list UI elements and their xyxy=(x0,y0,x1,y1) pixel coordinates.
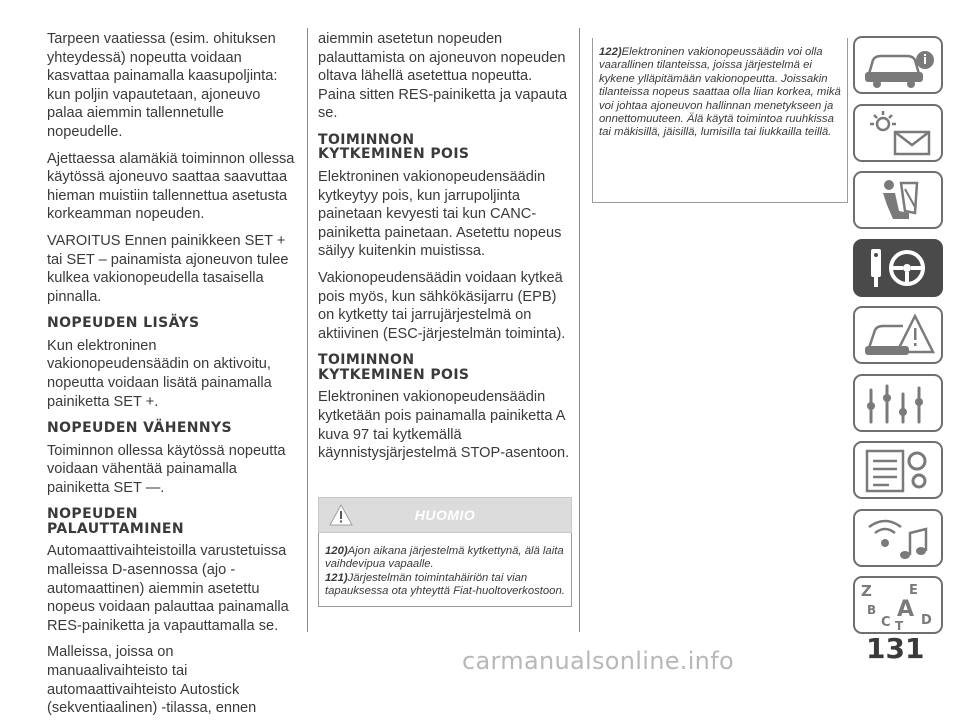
paragraph: Elektroninen vakionopeudensäädin kytketään pois painamalla painiketta A kuva 97 tai kytkemällä käynnistysjärjestelmä STOP-asentoon. xyxy=(318,389,570,462)
index-letter: Z xyxy=(861,582,872,600)
note-text: Järjestelmän toimintahäiriön tai vian tapauksessa ota yhteyttä Fiat-huoltoverkostoon. xyxy=(325,571,565,597)
paragraph: Automaattivaihteistoilla varustetuissa malleissa D-asennossa (ajo - automaattinen) aiemmin asetettu nopeus voidaan palauttaa painamalla RES-painiketta ja vapauttamalla se. xyxy=(47,543,289,634)
column-divider xyxy=(307,28,308,632)
emergency-icon xyxy=(855,308,941,362)
section-heading: NOPEUDEN PALAUTTAMINEN xyxy=(47,506,185,537)
index-letter: B xyxy=(867,603,877,617)
index-letter: T xyxy=(895,619,904,632)
multimedia-icon xyxy=(855,511,941,565)
chapter-tabs xyxy=(853,36,943,644)
index-letter: D xyxy=(921,613,932,628)
chapter-tab-warning-lights[interactable] xyxy=(853,104,943,162)
paragraph: Tarpeen vaatiessa (esim. ohituksen yhteydessä) nopeutta voidaan kasvattaa painamalla kaasupoljinta: kun poljin vapautetaan, ajoneuvo palaa aiemmin tallennetulle nopeudelle. xyxy=(47,31,278,140)
paragraph: Ajettaessa alamäkiä toiminnon ollessa käytössä ajoneuvo saattaa saavuttaa hieman muistiin tallennettua asetusta korkeamman nopeuden. xyxy=(47,150,295,223)
chapter-tab-starting-driving[interactable] xyxy=(853,239,943,297)
text-column-3 xyxy=(592,38,848,203)
warning-header xyxy=(318,497,572,533)
warning-notes-continued xyxy=(592,38,848,203)
paragraph: Malleissa, joissa on manuaalivaihteisto tai automaattivaihteisto Autostick (sekventiaalinen) -tilassa, ennen xyxy=(47,644,257,717)
note-number: 120) xyxy=(325,544,348,557)
paragraph: aiemmin asetetun nopeuden palauttamista on ajoneuvon nopeuden oltava lähellä asetettua nopeutta. Paina sitten RES-painiketta ja vapauta se. xyxy=(318,31,568,122)
safety-seat-icon xyxy=(855,173,941,227)
paragraph: Kun elektroninen vakionopeudensäädin on aktivoitu, nopeutta voidaan lisätä painamalla painiketta SET +. xyxy=(47,337,272,410)
column-divider xyxy=(579,28,580,632)
chapter-tab-specifications[interactable] xyxy=(853,441,943,499)
note-number: 122) xyxy=(599,46,622,58)
warning-notes xyxy=(318,533,572,608)
paragraph: Toiminnon ollessa käytössä nopeutta voidaan vähentää painamalla painiketta SET —. xyxy=(47,442,286,496)
section-heading: NOPEUDEN LISÄYS xyxy=(47,315,200,332)
chapter-tab-multimedia[interactable] xyxy=(853,509,943,567)
car-info-icon xyxy=(855,38,941,92)
index-letter: E xyxy=(909,583,918,598)
index-letter: A xyxy=(897,597,915,622)
watermark: carmanualsonline.info xyxy=(462,647,734,675)
note-text: Ajon aikana järjestelmä kytkettynä, älä laita vaihdevipua vapaalle. xyxy=(325,544,564,571)
text-column-2 xyxy=(318,30,572,607)
chapter-tab-car-info[interactable] xyxy=(853,36,943,94)
note-item xyxy=(325,572,565,599)
paragraph: Elektroninen vakionopeudensäädin kytkeytyy pois, kun jarrupoljinta painetaan kevyesti tai kun CANC-painiketta painetaan. Asetettu nopeus säilyy kuitenkin muistissa. xyxy=(318,168,562,260)
note-text: Elektroninen vakionopeussäädin voi olla vaarallinen tilanteissa, joissa järjestelmä ei kykene ylläpitämään vakionopeutta. Joissakin tilanteissa nopeus saattaa olla liian korkea, mikä voi johtaa ajoneuvon hallinnan menetykseen ja onnettomuuteen. Älä käytä toimintoa ruuhkissa tai mäkisillä, jäisillä, lumisilla tai liukkailla teillä. xyxy=(599,46,841,139)
section-heading: TOIMINNON KYTKEMINEN POIS xyxy=(318,352,470,383)
warning-title: HUOMIO xyxy=(414,506,476,523)
paragraph: VAROITUS Ennen painikkeen SET + tai SET – painamista ajoneuvon tulee kulkea vakionopeudella tasaisella pinnalla. xyxy=(47,232,289,305)
note-number: 121) xyxy=(325,571,348,584)
maintenance-icon xyxy=(855,376,941,430)
index-letter: C xyxy=(881,615,891,630)
text-column-1 xyxy=(47,30,295,726)
chapter-tab-index[interactable] xyxy=(853,576,943,634)
warning-lights-icon xyxy=(855,106,941,160)
page-number: 131 xyxy=(866,632,925,665)
index-icon xyxy=(855,578,941,632)
chapter-tab-maintenance[interactable] xyxy=(853,374,943,432)
paragraph: Vakionopeudensäädin voidaan kytkeä pois myös, kun sähkökäsijarru (EPB) on kytketty tai jarrujärjestelmä on aktiivinen (ESC-järjestelmän toiminta). xyxy=(318,269,566,342)
note-item xyxy=(599,46,841,140)
section-heading: NOPEUDEN VÄHENNYS xyxy=(47,420,233,437)
chapter-tab-emergency[interactable] xyxy=(853,306,943,364)
note-item xyxy=(325,545,565,572)
section-heading: TOIMINNON KYTKEMINEN POIS xyxy=(318,131,470,163)
specifications-icon xyxy=(855,443,941,497)
chapter-tab-safety[interactable] xyxy=(853,171,943,229)
steering-wheel-icon xyxy=(855,241,941,295)
